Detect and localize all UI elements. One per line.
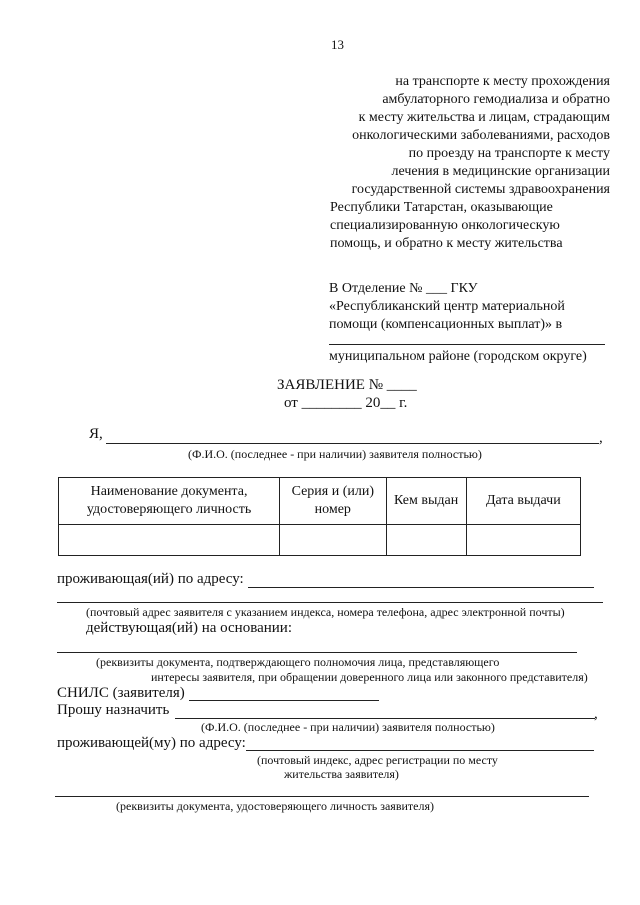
header-line: на транспорте к месту прохождения xyxy=(395,74,610,89)
request-hint: (Ф.И.О. (последнее - при наличии) заявителя полностью) xyxy=(201,720,495,734)
address-line-2[interactable] xyxy=(57,602,603,603)
applicant-hint: (Ф.И.О. (последнее - при наличии) заявителя полностью) xyxy=(188,447,482,461)
id-doc-hint: (реквизиты документа, удостоверяющего личность заявителя) xyxy=(116,799,434,813)
table-cell[interactable] xyxy=(466,525,580,556)
header-line: Республики Татарстан, оказывающие xyxy=(330,200,553,215)
basis-line[interactable] xyxy=(57,652,577,653)
table-header-cell: Наименование документа, удостоверяющего личность xyxy=(59,478,280,525)
table-header-cell: Дата выдачи xyxy=(466,478,580,525)
address-hint: (почтовый адрес заявителя с указанием индекса, номера телефона, адрес электронной почты) xyxy=(86,605,565,619)
basis-label: действующая(ий) на основании: xyxy=(86,620,292,636)
header-line: государственной системы здравоохранения xyxy=(351,182,610,197)
addressee-blank-line[interactable] xyxy=(329,344,605,345)
address-line[interactable] xyxy=(248,587,594,588)
table-row xyxy=(59,525,581,556)
header-line: помощь, и обратно к месту жительства xyxy=(330,236,563,251)
snils-line[interactable] xyxy=(189,700,379,701)
request-name-line[interactable] xyxy=(175,718,595,719)
address-label: проживающая(ий) по адресу: xyxy=(57,571,244,587)
residence-line[interactable] xyxy=(246,750,594,751)
statement-title: ЗАЯВЛЕНИЕ № ____ xyxy=(277,377,417,393)
basis-hint-2: интересы заявителя, при обращении доверенного лица или законного представителя) xyxy=(151,670,588,684)
header-line: онкологическими заболеваниями, расходов xyxy=(352,128,610,143)
applicant-name-line[interactable] xyxy=(106,443,599,444)
header-line: лечения в медицинские организации xyxy=(391,164,610,179)
snils-label: СНИЛС (заявителя) xyxy=(57,685,185,701)
applicant-suffix: , xyxy=(599,430,603,446)
addressee-line: помощи (компенсационных выплат)» в xyxy=(329,317,563,332)
table-header-cell: Серия и (или) номер xyxy=(280,478,386,525)
addressee-line: муниципальном районе (городском округе) xyxy=(329,349,587,364)
request-label: Прошу назначить xyxy=(57,702,170,718)
header-line: по проезду на транспорте к месту xyxy=(408,146,610,161)
header-line: к месту жительства и лицам, страдающим xyxy=(358,110,610,125)
residence-label: проживающей(му) по адресу: xyxy=(57,735,246,751)
request-suffix: , xyxy=(594,706,598,722)
residence-hint-2: жительства заявителя) xyxy=(284,767,399,781)
id-doc-line[interactable] xyxy=(55,796,589,797)
table-header-cell: Кем выдан xyxy=(386,478,466,525)
header-line: специализированную онкологическую xyxy=(330,218,560,233)
addressee-line: В Отделение № ___ ГКУ xyxy=(329,281,478,296)
addressee-line: «Республиканский центр материальной xyxy=(329,299,565,314)
table-header-row xyxy=(59,478,581,525)
table-cell[interactable] xyxy=(280,525,386,556)
table-cell[interactable] xyxy=(386,525,466,556)
residence-hint-1: (почтовый индекс, адрес регистрации по месту xyxy=(257,753,498,767)
applicant-prefix: Я, xyxy=(89,426,103,442)
statement-date: от ________ 20__ г. xyxy=(284,395,408,411)
header-line: амбулаторного гемодиализа и обратно xyxy=(382,92,610,107)
basis-hint-1: (реквизиты документа, подтверждающего полномочия лица, представляющего xyxy=(96,655,500,669)
table-cell[interactable] xyxy=(59,525,280,556)
page-number: 13 xyxy=(331,37,344,52)
identity-document-table xyxy=(58,477,581,556)
